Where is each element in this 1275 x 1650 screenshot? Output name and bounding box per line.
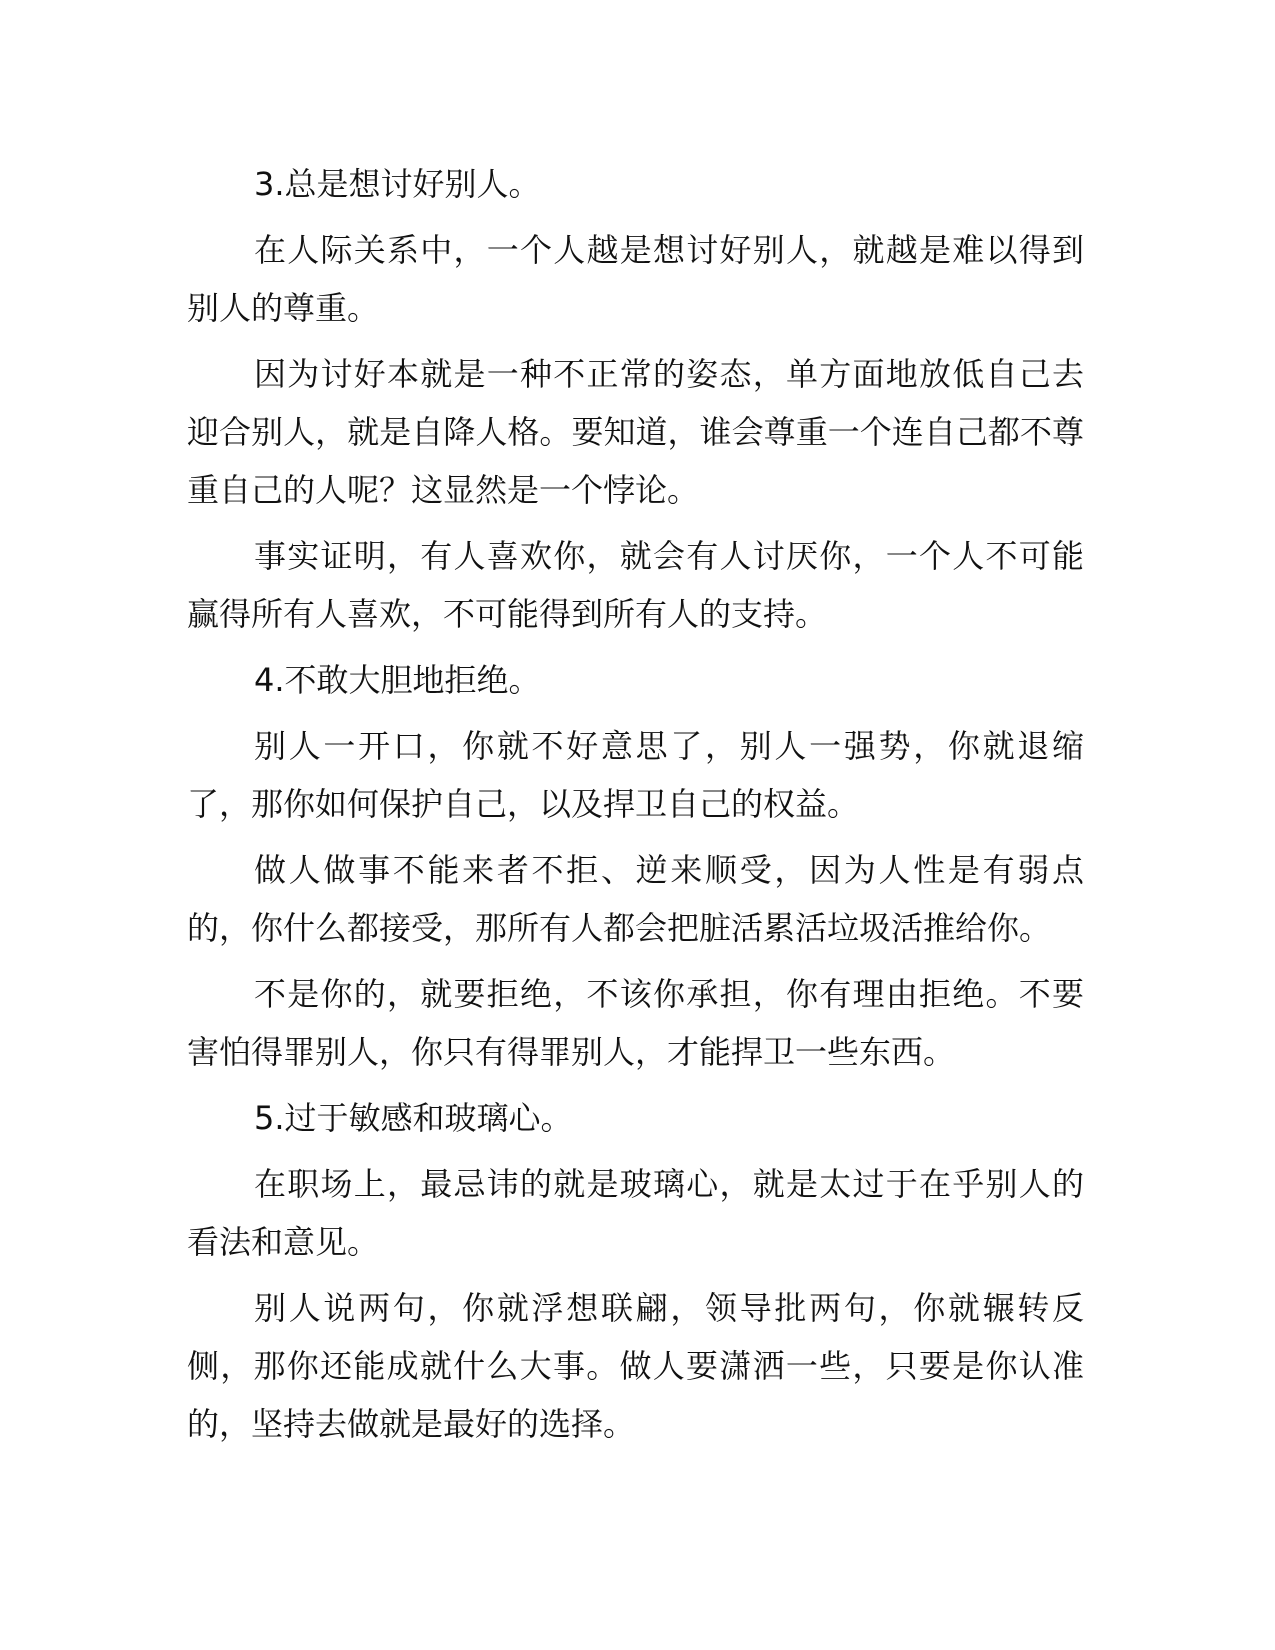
paragraph: 别人一开口，你就不好意思了，别人一强势，你就退缩了，那你如何保护自己，以及捍卫自己的权益。 bbox=[187, 727, 1084, 823]
heading-point-5: 5.过于敏感和玻璃心。 bbox=[254, 1099, 573, 1137]
paragraph: 在职场上，最忌讳的就是玻璃心，就是太过于在乎别人的看法和意见。 bbox=[187, 1165, 1084, 1261]
heading-point-3: 3.总是想讨好别人。 bbox=[254, 165, 541, 203]
document-body bbox=[187, 155, 1084, 1461]
paragraph: 事实证明，有人喜欢你，就会有人讨厌你，一个人不可能赢得所有人喜欢，不可能得到所有人的支持。 bbox=[187, 537, 1084, 633]
paragraph: 因为讨好本就是一种不正常的姿态，单方面地放低自己去迎合别人，就是自降人格。要知道，谁会尊重一个连自己都不尊重自己的人呢？这显然是一个悖论。 bbox=[187, 355, 1084, 509]
heading-point-4: 4.不敢大胆地拒绝。 bbox=[254, 661, 541, 699]
paragraph: 不是你的，就要拒绝，不该你承担，你有理由拒绝。不要害怕得罪别人，你只有得罪别人，才能捍卫一些东西。 bbox=[187, 975, 1084, 1071]
paragraph: 别人说两句，你就浮想联翩，领导批两句，你就辗转反侧，那你还能成就什么大事。做人要潇洒一些，只要是你认准的，坚持去做就是最好的选择。 bbox=[187, 1289, 1084, 1443]
paragraph: 做人做事不能来者不拒、逆来顺受，因为人性是有弱点的，你什么都接受，那所有人都会把脏活累活垃圾活推给你。 bbox=[187, 851, 1084, 947]
paragraph: 在人际关系中，一个人越是想讨好别人，就越是难以得到别人的尊重。 bbox=[187, 231, 1084, 327]
